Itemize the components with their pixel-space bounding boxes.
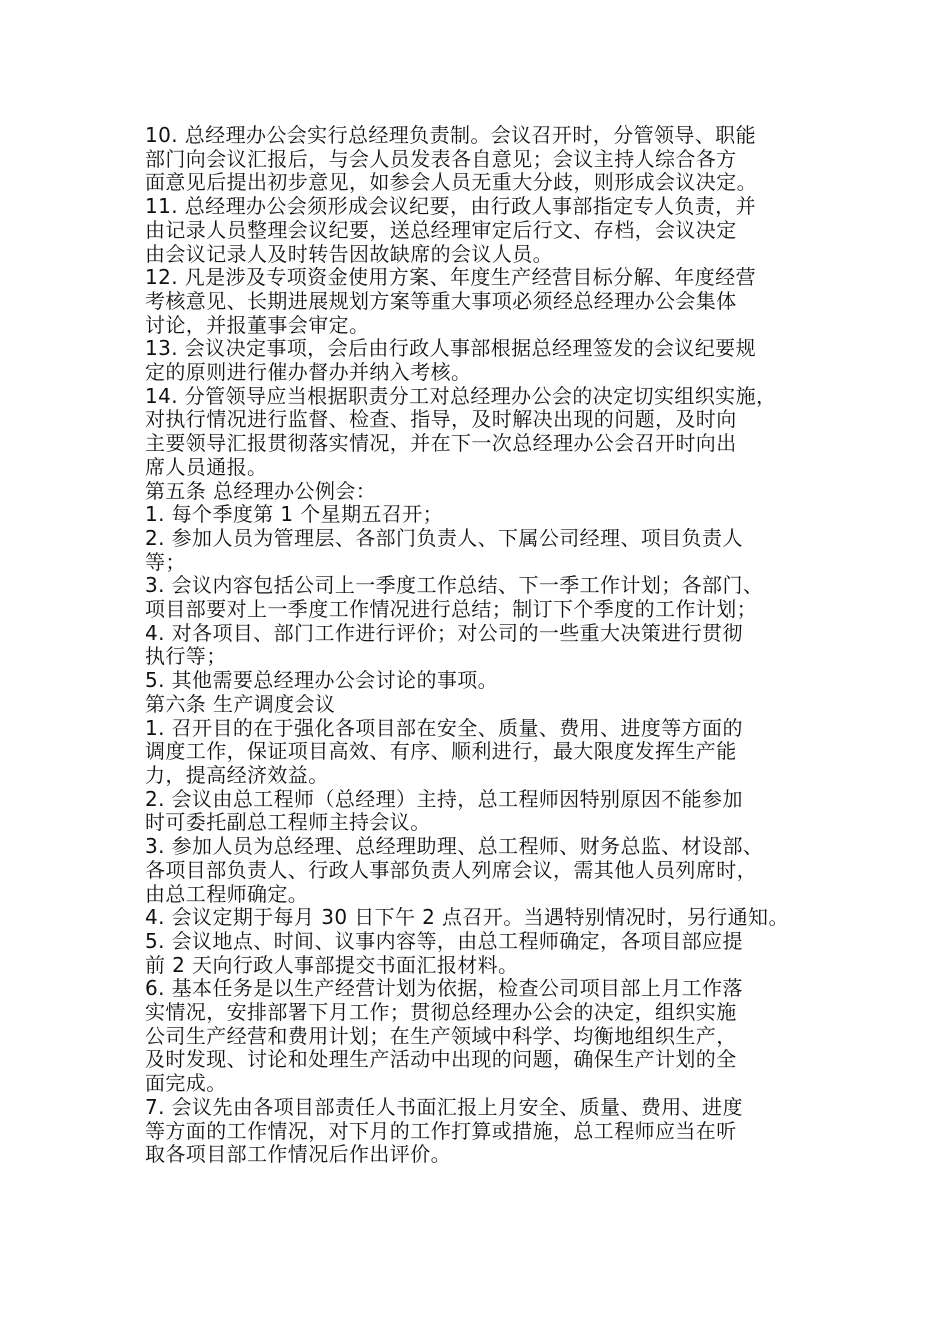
paragraph bbox=[145, 266, 845, 337]
text-line: 1. 召开目的在于强化各项目部在安全、质量、费用、进度等方面的 bbox=[145, 715, 743, 740]
paragraph bbox=[145, 503, 845, 527]
text-line: 力，提高经济效益。 bbox=[145, 762, 329, 787]
text-line: 11. 总经理办公会须形成会议纪要，由行政人事部指定专人负责，并 bbox=[145, 194, 756, 219]
document-body bbox=[145, 124, 845, 1167]
paragraph bbox=[145, 195, 845, 266]
text-line: 2. 参加人员为管理层、各部门负责人、下属公司经理、项目负责人 bbox=[145, 525, 743, 550]
text-line: 席人员通报。 bbox=[145, 454, 268, 479]
text-line: 前 2 天向行政人事部提交书面汇报材料。 bbox=[145, 952, 519, 977]
text-line: 面完成。 bbox=[145, 1071, 227, 1096]
text-line: 7. 会议先由各项目部责任人书面汇报上月安全、质量、费用、进度 bbox=[145, 1094, 743, 1119]
paragraph bbox=[145, 574, 845, 621]
paragraph bbox=[145, 788, 845, 835]
text-line: 项目部要对上一季度工作情况进行总结；制订下个季度的工作计划； bbox=[145, 597, 757, 622]
text-line: 2. 会议由总工程师（总经理）主持，总工程师因特别原因不能参加 bbox=[145, 786, 743, 811]
paragraph bbox=[145, 337, 845, 384]
text-line: 讨论，并报董事会审定。 bbox=[145, 312, 370, 337]
paragraph bbox=[145, 693, 845, 717]
text-line: 6. 基本任务是以生产经营计划为依据，检查公司项目部上月工作落 bbox=[145, 976, 743, 1001]
text-line: 第六条 生产调度会议 bbox=[145, 691, 336, 716]
paragraph bbox=[145, 385, 845, 480]
text-line: 5. 会议地点、时间、议事内容等，由总工程师确定，各项目部应提 bbox=[145, 928, 743, 953]
text-line: 由会议记录人及时转告因故缺席的会议人员。 bbox=[145, 241, 553, 266]
text-line: 部门向会议汇报后，与会人员发表各自意见；会议主持人综合各方 bbox=[145, 146, 737, 171]
paragraph bbox=[145, 622, 845, 669]
text-line: 对执行情况进行监督、检查、指导，及时解决出现的问题，及时向 bbox=[145, 407, 737, 432]
text-line: 4. 对各项目、部门工作进行评价；对公司的一些重大决策进行贯彻 bbox=[145, 620, 743, 645]
text-line: 10. 总经理办公会实行总经理负责制。会议召开时，分管领导、职能 bbox=[145, 123, 756, 147]
paragraph bbox=[145, 527, 845, 574]
text-line: 等； bbox=[145, 549, 186, 574]
paragraph bbox=[145, 835, 845, 906]
text-line: 各项目部负责人、行政人事部负责人列席会议，需其他人员列席时， bbox=[145, 857, 757, 882]
text-line: 13. 会议决定事项，会后由行政人事部根据总经理签发的会议纪要规 bbox=[145, 336, 756, 361]
text-line: 1. 每个季度第 1 个星期五召开； bbox=[145, 502, 444, 527]
text-line: 考核意见、长期进展规划方案等重大事项必须经总经理办公会集体 bbox=[145, 288, 737, 313]
text-line: 面意见后提出初步意见，如参会人员无重大分歧，则形成会议决定。 bbox=[145, 170, 757, 195]
paragraph bbox=[145, 1096, 845, 1167]
text-line: 取各项目部工作情况后作出评价。 bbox=[145, 1142, 451, 1167]
text-line: 5. 其他需要总经理办公会讨论的事项。 bbox=[145, 668, 499, 693]
text-line: 公司生产经营和费用计划；在生产领域中科学、均衡地组织生产， bbox=[145, 1023, 737, 1048]
paragraph bbox=[145, 930, 845, 977]
text-line: 执行等； bbox=[145, 644, 227, 669]
text-line: 14. 分管领导应当根据职责分工对总经理办公会的决定切实组织实施， bbox=[145, 383, 777, 408]
text-line: 3. 参加人员为总经理、总经理助理、总工程师、财务总监、材设部、 bbox=[145, 834, 764, 859]
text-line: 主要领导汇报贯彻落实情况，并在下一次总经理办公会召开时向出 bbox=[145, 431, 737, 456]
paragraph bbox=[145, 717, 845, 788]
paragraph bbox=[145, 906, 845, 930]
paragraph bbox=[145, 124, 845, 195]
text-line: 等方面的工作情况，对下月的工作打算或措施，总工程师应当在听 bbox=[145, 1118, 737, 1143]
text-line: 调度工作，保证项目高效、有序、顺利进行，最大限度发挥生产能 bbox=[145, 739, 737, 764]
text-line: 3. 会议内容包括公司上一季度工作总结、下一季工作计划；各部门、 bbox=[145, 573, 764, 598]
paragraph bbox=[145, 977, 845, 1096]
text-line: 由总工程师确定。 bbox=[145, 881, 309, 906]
text-line: 12. 凡是涉及专项资金使用方案、年度生产经营目标分解、年度经营 bbox=[145, 265, 756, 290]
text-line: 第五条 总经理办公例会： bbox=[145, 478, 377, 503]
text-line: 及时发现、讨论和处理生产活动中出现的问题，确保生产计划的全 bbox=[145, 1047, 737, 1072]
text-line: 实情况，安排部署下月工作；贯彻总经理办公会的决定，组织实施 bbox=[145, 1000, 737, 1025]
text-line: 定的原则进行催办督办并纳入考核。 bbox=[145, 360, 472, 385]
paragraph bbox=[145, 669, 845, 693]
text-line: 时可委托副总工程师主持会议。 bbox=[145, 810, 431, 835]
text-line: 4. 会议定期于每月 30 日下午 2 点召开。当遇特别情况时，另行通知。 bbox=[145, 905, 789, 930]
paragraph bbox=[145, 480, 845, 504]
text-line: 由记录人员整理会议纪要，送总经理审定后行文、存档，会议决定 bbox=[145, 217, 737, 242]
